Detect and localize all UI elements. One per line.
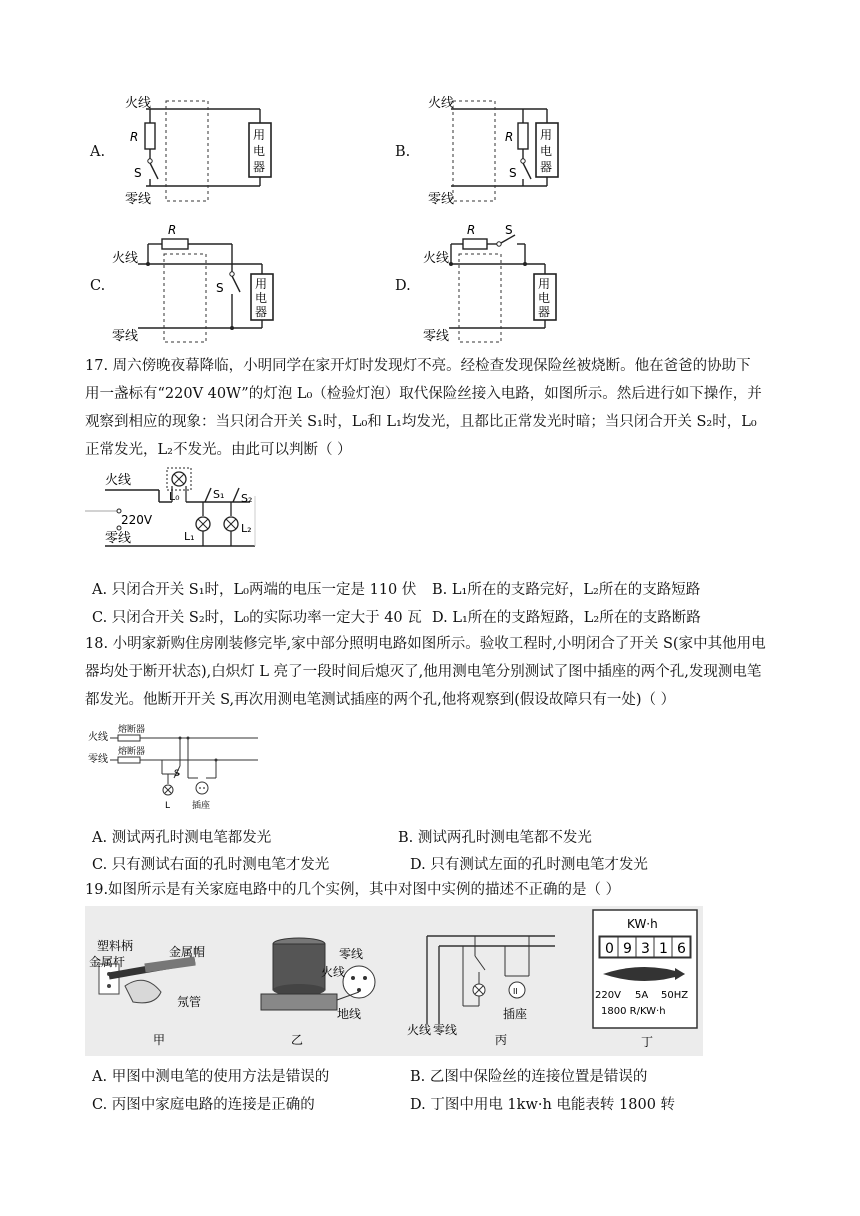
fire-wire-label: 火线: [428, 96, 455, 111]
circuit-option-a: [90, 85, 290, 215]
fire-wire-label: 火线: [88, 732, 108, 743]
option-a[interactable]: A. 测试两孔时测电笔都发光: [92, 830, 272, 846]
voltage-label: 220V: [121, 513, 153, 527]
option-d[interactable]: D. L₁所在的支路短路，L₂所在的支路断路: [432, 610, 701, 626]
resistor-label: R: [130, 130, 139, 144]
option-letter: B.: [395, 144, 411, 160]
device-char: 电: [253, 144, 266, 158]
meter-unit-label: KW·h: [627, 917, 658, 931]
q19-figure-strip: [85, 906, 703, 1056]
option-letter: D.: [395, 278, 411, 294]
switch-label: S: [509, 166, 517, 180]
fuse-label: 熔断器: [118, 725, 146, 735]
option-a[interactable]: A. 甲图中测电笔的使用方法是错误的: [92, 1069, 330, 1085]
neutral-wire-label: 零线: [112, 329, 139, 344]
meter-voltage: 220V: [595, 990, 621, 1001]
neutral-wire-label: 零线: [88, 754, 108, 765]
device-char: 电: [540, 144, 553, 158]
switch-label: S: [174, 769, 180, 779]
l2-label: L₂: [241, 522, 252, 535]
device-char: 器: [538, 305, 551, 319]
resistor-label: R: [467, 223, 476, 237]
device-char: 电: [538, 291, 551, 305]
neutral-wire-label: 零线: [125, 192, 152, 207]
meter-current: 5A: [635, 990, 649, 1001]
circuit-diagram: [423, 222, 593, 347]
device-char: 用: [540, 128, 553, 142]
figure-jia: [85, 906, 245, 1056]
meter-constant: 1800 R/KW·h: [601, 1006, 666, 1017]
meter-digit: 1: [659, 941, 668, 957]
neon-tube-label: 氖管: [177, 995, 202, 1009]
q17-circuit-figure: [85, 466, 260, 556]
option-letter: C.: [90, 278, 106, 294]
meter-digit: 9: [623, 941, 632, 957]
device-char: 器: [255, 305, 268, 319]
device-char: 器: [253, 160, 266, 174]
figure-bing: [405, 906, 565, 1056]
question-stem-line: 器均处于断开状态),白炽灯 L 亮了一段时间后熄灭了,他用测电笔分别测试了图中插座的两个孔,发现测电笔: [85, 664, 762, 680]
option-c[interactable]: C. 只闭合开关 S₂时，L₀的实际功率一定大于 40 瓦: [92, 610, 422, 626]
fuse-label: 熔断器: [118, 747, 146, 757]
meter-digit: 6: [677, 941, 686, 957]
neutral-wire-label: 零线: [433, 1023, 458, 1037]
option-a[interactable]: A. 只闭合开关 S₁时，L₀两端的电压一定是 110 伏: [92, 582, 417, 598]
question-stem-line: 都发光。他断开开关 S,再次用测电笔测试插座的两个孔,他将观察到(假设故障只有一处)（ ）: [85, 692, 676, 708]
switch-label: S: [216, 281, 224, 295]
meter-digit: 3: [641, 941, 650, 957]
device-char: 用: [538, 277, 551, 291]
circuit-diagram: [120, 85, 290, 215]
fire-wire-label: 火线: [112, 251, 139, 266]
fire-wire-label: 火线: [321, 965, 346, 979]
option-b[interactable]: B. L₁所在的支路完好，L₂所在的支路短路: [432, 582, 701, 598]
switch-label: S: [505, 223, 513, 237]
fire-wire-label: 火线: [423, 251, 450, 266]
question-stem: 19.如图所示是有关家庭电路中的几个实例，其中对图中实例的描述不正确的是（ ）: [85, 882, 621, 898]
socket-label: 插座: [192, 801, 211, 811]
neutral-wire-label: 零线: [105, 531, 132, 546]
option-d[interactable]: D. 只有测试左面的孔时测电笔才发光: [410, 857, 648, 873]
question-stem-line: 用一盏标有“220V 40W”的灯泡 L₀（检验灯泡）取代保险丝接入电路，如图所示。然后进行如下操作，并: [85, 386, 762, 402]
circuit-diagram: [112, 222, 292, 347]
question-stem-line: 正常发光，L₂不发光。由此可以判断（ ）: [85, 442, 352, 458]
device-char: 用: [255, 277, 268, 291]
metal-rod-label: 金属杆: [89, 955, 126, 969]
fire-wire-label: 火线: [125, 96, 152, 111]
fire-wire-label: 火线: [105, 473, 132, 488]
s2-label: S₂: [241, 492, 253, 505]
neutral-wire-label: 零线: [423, 329, 450, 344]
figure-yi: [245, 906, 405, 1056]
s1-label: S₁: [213, 488, 225, 501]
device-char: 用: [253, 128, 266, 142]
metal-cap-label: 金属帽: [169, 945, 206, 959]
fire-wire-label: 火线: [407, 1023, 432, 1037]
socket-label: 插座: [503, 1007, 528, 1021]
device-char: 器: [540, 160, 553, 174]
figure-caption: 丙: [495, 1033, 508, 1047]
circuit-option-c: [90, 222, 290, 347]
figure-caption: 丁: [641, 1035, 654, 1049]
option-b[interactable]: B. 乙图中保险丝的连接位置是错误的: [410, 1069, 648, 1085]
circuit-diagram: [423, 85, 593, 215]
option-b[interactable]: B. 测试两孔时测电笔都不发光: [398, 830, 592, 846]
meter-digits: [600, 937, 690, 957]
neutral-wire-label: 零线: [339, 947, 364, 961]
option-c[interactable]: C. 只有测试右面的孔时测电笔才发光: [92, 857, 330, 873]
resistor-label: R: [505, 130, 514, 144]
svg-text:II: II: [513, 987, 518, 996]
ground-wire-label: 地线: [337, 1007, 362, 1021]
l0-label: L₀: [169, 490, 180, 503]
neutral-wire-label: 零线: [428, 192, 455, 207]
q18-circuit-figure: [88, 722, 268, 814]
figure-ding: [585, 906, 703, 1056]
question-stem-line: 17. 周六傍晚夜幕降临，小明同学在家开灯时发现灯不亮。经检查发现保险丝被烧断。他在爸爸的协助下: [85, 358, 751, 374]
plastic-handle-label: 塑料柄: [97, 939, 134, 953]
option-letter: A.: [90, 144, 106, 160]
resistor-label: R: [168, 223, 177, 237]
lamp-label: L: [165, 801, 171, 811]
figure-caption: 甲: [153, 1033, 166, 1047]
meter-frequency: 50HZ: [661, 990, 689, 1001]
circuit-option-d: [395, 222, 595, 347]
figure-caption: 乙: [291, 1033, 304, 1047]
meter-digit: 0: [605, 941, 614, 957]
l1-label: L₁: [184, 530, 195, 543]
question-stem-line: 18. 小明家新购住房刚装修完毕,家中部分照明电路如图所示。验收工程时,小明闭合了开关 S(家中其他用电: [85, 636, 766, 652]
device-char: 电: [255, 291, 268, 305]
question-stem-line: 观察到相应的现象：当只闭合开关 S₁时，L₀和 L₁均发光，且都比正常发光时暗；当只闭合开关 S₂时，L₀: [85, 414, 757, 430]
circuit-option-b: [395, 85, 595, 215]
option-d[interactable]: D. 丁图中用电 1kw·h 电能表转 1800 转: [410, 1097, 676, 1113]
option-c[interactable]: C. 丙图中家庭电路的连接是正确的: [92, 1097, 315, 1113]
switch-label: S: [134, 166, 142, 180]
